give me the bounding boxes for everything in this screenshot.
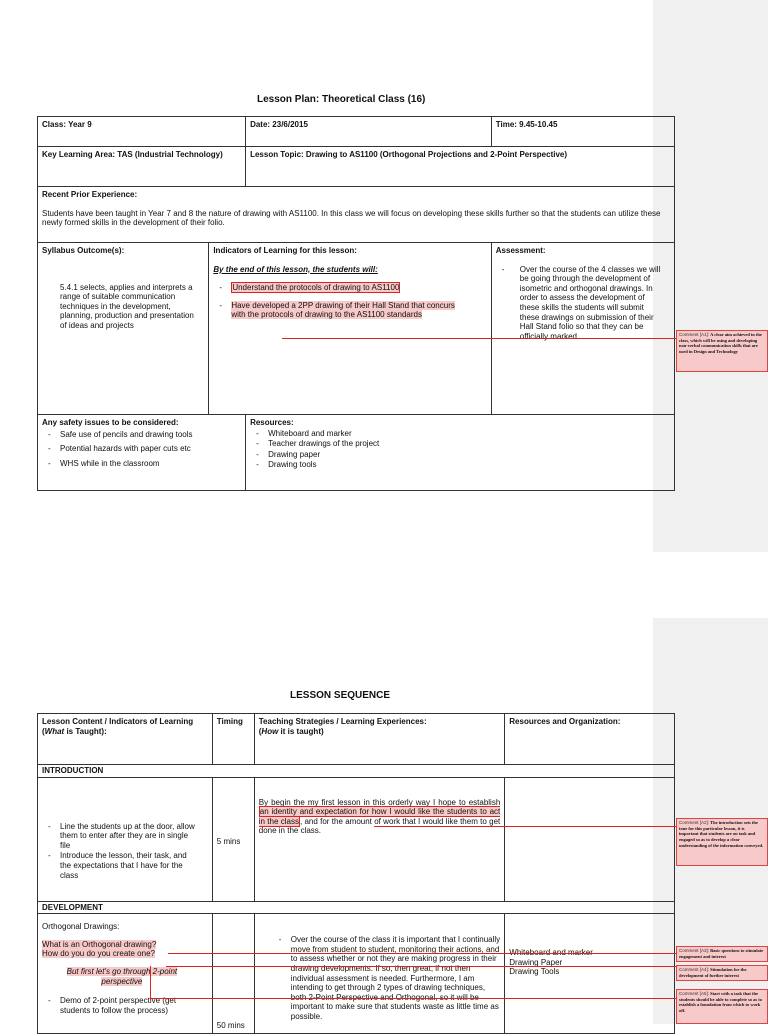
assessment-text: - Over the course of the 4 classes we will be going through the development of isometric and orthogonal drawings. In order to assess the development of these skills the students will submit these drawings on submission of their Hall Stand folio so that they can be officially marked.	[514, 265, 662, 342]
header-content: Lesson Content / Indicators of Learning (What is Taught):	[38, 714, 213, 765]
comment-connector	[282, 338, 676, 339]
comment-connector	[374, 826, 654, 827]
dev-item: - Demo of 2-point perspective (get students to follow the process)	[60, 996, 208, 1015]
resource-item: - Drawing tools	[268, 460, 670, 470]
comment-a1[interactable]: Comment [A1]: A clear aim achieved in the class, which will be using and developing non-verbal communication skills that are used in Design and Technology	[676, 330, 768, 372]
date-cell: Date: 23/6/2015	[246, 117, 492, 147]
kla-cell: Key Learning Area: TAS (Industrial Technology)	[38, 147, 246, 187]
dev-question-1: What is an Orthogonal drawing?	[42, 939, 157, 949]
intro-strategy: By begin the my first lesson in this orderly way I hope to establish an identity and expectation for how I would like the students to act in the class, and for the amount of work that I would like them to get done in the class.	[254, 777, 505, 901]
time-cell: Time: 9.45-10.45	[491, 117, 674, 147]
lesson-sequence-table	[37, 713, 675, 1034]
indicator-item: - Have developed a 2PP drawing of their Hall Stand that concurs with the protocols of drawing to the AS1100 standards	[231, 301, 456, 320]
dev-resource-item: Drawing Tools	[509, 967, 560, 977]
comment-a3[interactable]: Comment [A3]: Basic questions to stimulate engagement and interest	[676, 946, 768, 962]
safety-item: - WHS while in the classroom	[60, 459, 241, 469]
resource-item: - Teacher drawings of the project	[268, 439, 670, 449]
comment-connector	[654, 826, 676, 827]
dev-strategy-text: - Over the course of the class it is important that I continually move from student to student, monitoring their actions, and to assess whether or not they are making progress in their drawing developments. If so, then great, if not then individual assessment is needed. Furthermore, I am intending to get through 2 types of drawing techniques, both 2-Point Perspective and Orthogonal, so it will be important to make sure that students waste as little time as possible.	[291, 935, 501, 1021]
comment-connector	[150, 966, 151, 1000]
intro-item: - Line the students up at the door, allow them to enter after they are in single file	[60, 822, 200, 851]
page-title: Lesson Plan: Theoretical Class (16)	[257, 94, 426, 105]
intro-content	[38, 777, 213, 901]
topic-cell: Lesson Topic: Drawing to AS1100 (Orthogonal Projections and 2-Point Perspective)	[246, 147, 675, 187]
indicators-intro: By the end of this lesson, the students will:	[213, 264, 378, 274]
indicator-item: - Understand the protocols of drawing to AS1100	[231, 283, 486, 293]
dev-italic-note: But first let's go through 2-point perspective	[66, 966, 178, 986]
dev-strategy-list	[259, 935, 501, 1021]
dev-strategy	[254, 914, 505, 1034]
indicators-cell	[209, 243, 491, 415]
safety-item: - Potential hazards with paper cuts etc	[60, 444, 241, 454]
dev-list	[42, 996, 208, 1015]
prior-experience-cell	[38, 187, 675, 243]
resources-cell	[246, 415, 675, 491]
comment-connector	[168, 953, 676, 954]
class-cell: Class: Year 9	[38, 117, 246, 147]
header-timing: Timing	[212, 714, 254, 765]
comment-connector	[150, 998, 676, 999]
resources-list	[250, 429, 670, 470]
intro-heading: INTRODUCTION	[38, 765, 675, 778]
header-strategies: Teaching Strategies / Learning Experiences: (How it is taught)	[254, 714, 505, 765]
header-resources: Resources and Organization:	[505, 714, 675, 765]
dev-label: Orthogonal Drawings:	[42, 922, 120, 932]
dev-resource-item: Whiteboard and marker	[509, 948, 593, 958]
syllabus-text: 5.4.1 selects, applies and interprets a range of suitable communication techniques in the development, planning, production and presentation of ideas and projects	[60, 282, 194, 330]
prior-text: Students have been taught in Year 7 and 8 the nature of drawing with AS1100. In this class we will focus on developing these skills further so that the students can utilize these newly formed skills in the development of their folio.	[42, 208, 661, 228]
comment-a4[interactable]: Comment [A4]: Stimulation for the development of further interest	[676, 965, 768, 981]
dev-resources	[505, 914, 675, 1034]
intro-item: - Introduce the lesson, their task, and the expectations that I have for the class	[60, 851, 200, 880]
safety-item: - Safe use of pencils and drawing tools	[60, 430, 241, 440]
assessment-list	[496, 265, 662, 342]
resource-item: - Whiteboard and marker	[268, 429, 670, 439]
intro-resources	[505, 777, 675, 901]
dev-timing: 50 mins	[212, 914, 254, 1034]
safety-heading: Any safety issues to be considered:	[42, 418, 179, 427]
resource-item: - Drawing paper	[268, 450, 670, 460]
dev-resource-item: Drawing Paper	[509, 957, 563, 967]
dev-content	[38, 914, 213, 1034]
comment-connector	[166, 966, 676, 967]
dev-question-2: How do you do you create one?	[42, 949, 155, 959]
intro-timing: 5 mins	[212, 777, 254, 901]
safety-list	[42, 430, 241, 469]
intro-list	[42, 822, 200, 881]
assessment-heading: Assessment:	[495, 246, 546, 255]
comment-a5[interactable]: Comment [A5]: Start with a task that the students should be able to complete so as to establish a foundation from which to work off.	[676, 989, 768, 1024]
development-heading: DEVELOPMENT	[38, 901, 675, 914]
prior-heading: Recent Prior Experience:	[42, 190, 138, 199]
comment-a2[interactable]: Comment [A2]: The introduction sets the tone for this particular lesson, it is important that students are on task and engaged so as to develop a clear understanding of the information conveyed.	[676, 818, 768, 866]
indicators-heading: Indicators of Learning for this lesson:	[213, 246, 357, 255]
syllabus-heading: Syllabus Outcome(s):	[42, 246, 125, 255]
safety-cell	[38, 415, 246, 491]
assessment-cell	[491, 243, 674, 415]
lesson-plan-table	[37, 116, 675, 491]
syllabus-cell	[38, 243, 209, 415]
resources-heading: Resources:	[250, 418, 294, 427]
indicators-list	[213, 283, 486, 320]
sequence-title: LESSON SEQUENCE	[290, 690, 391, 701]
